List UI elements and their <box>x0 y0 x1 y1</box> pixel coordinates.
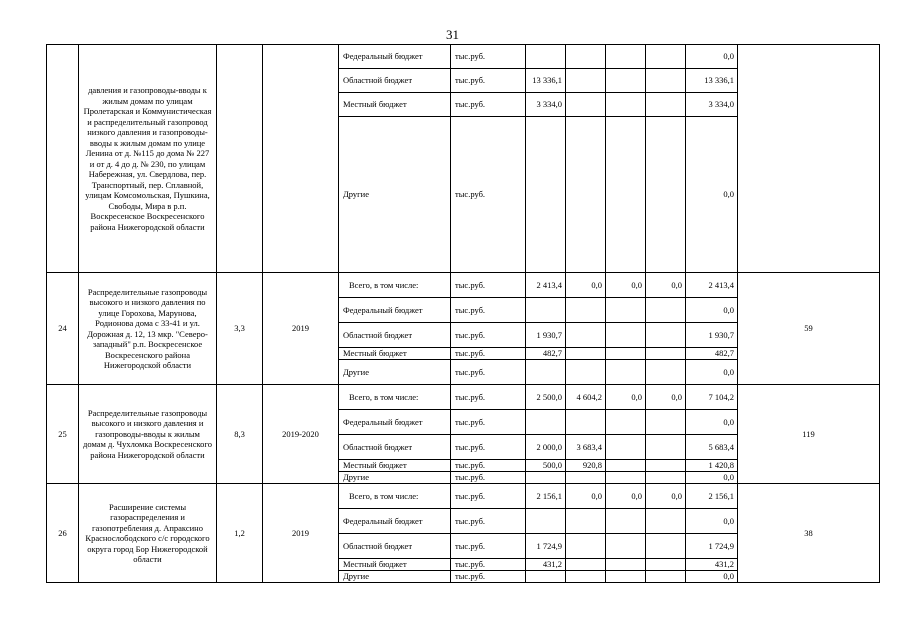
year-value <box>646 69 686 93</box>
object-name: Расширение системы газораспределения и газопотребления д. Апраксино Краснослободского с/с городского округа город Бор Нижегородской области <box>79 484 217 583</box>
year-value <box>646 298 686 323</box>
year-value: 0,0 <box>566 273 606 298</box>
total-value: 0,0 <box>686 571 738 583</box>
year-value <box>646 45 686 69</box>
year-value <box>646 93 686 117</box>
year-value: 0,0 <box>646 273 686 298</box>
length-value: 3,3 <box>217 273 263 385</box>
year-value <box>646 559 686 571</box>
total-value: 2 413,4 <box>686 273 738 298</box>
year-value <box>566 410 606 435</box>
year-value <box>646 509 686 534</box>
year-value <box>566 69 606 93</box>
year-value <box>606 571 646 583</box>
last-value: 59 <box>738 273 880 385</box>
total-value: 5 683,4 <box>686 435 738 460</box>
unit-label: тыс.руб. <box>451 460 526 472</box>
total-value: 0,0 <box>686 117 738 273</box>
year-value: 2 156,1 <box>526 484 566 509</box>
unit-label: тыс.руб. <box>451 484 526 509</box>
year-value <box>566 298 606 323</box>
unit-label: тыс.руб. <box>451 559 526 571</box>
unit-label: тыс.руб. <box>451 69 526 93</box>
unit-label: тыс.руб. <box>451 534 526 559</box>
row-number <box>47 45 79 273</box>
length-value: 8,3 <box>217 385 263 484</box>
funding-source: Федеральный бюджет <box>339 410 451 435</box>
year-value <box>646 534 686 559</box>
budget-table <box>46 44 880 583</box>
year-value <box>566 45 606 69</box>
funding-source: Другие <box>339 472 451 484</box>
row-number: 26 <box>47 484 79 583</box>
year-value <box>606 435 646 460</box>
unit-label: тыс.руб. <box>451 410 526 435</box>
length-value: 1,2 <box>217 484 263 583</box>
funding-source: Областной бюджет <box>339 534 451 559</box>
unit-label: тыс.руб. <box>451 385 526 410</box>
funding-source: Местный бюджет <box>339 348 451 360</box>
year-value: 3 334,0 <box>526 93 566 117</box>
year-value <box>606 117 646 273</box>
year-value <box>646 360 686 385</box>
year-value <box>566 117 606 273</box>
year-value: 0,0 <box>606 484 646 509</box>
funding-source: Областной бюджет <box>339 69 451 93</box>
year-value <box>566 571 606 583</box>
year-value <box>646 460 686 472</box>
year-value: 13 336,1 <box>526 69 566 93</box>
funding-source: Всего, в том числе: <box>339 385 451 410</box>
funding-source: Федеральный бюджет <box>339 509 451 534</box>
year-value <box>646 348 686 360</box>
year-value <box>566 93 606 117</box>
unit-label: тыс.руб. <box>451 45 526 69</box>
unit-label: тыс.руб. <box>451 273 526 298</box>
total-value: 0,0 <box>686 509 738 534</box>
page-number: 31 <box>446 27 459 42</box>
total-value: 0,0 <box>686 360 738 385</box>
year-value <box>606 460 646 472</box>
unit-label: тыс.руб. <box>451 472 526 484</box>
year-value: 482,7 <box>526 348 566 360</box>
unit-label: тыс.руб. <box>451 571 526 583</box>
funding-source: Местный бюджет <box>339 460 451 472</box>
years-value: 2019-2020 <box>263 385 339 484</box>
year-value: 0,0 <box>646 484 686 509</box>
years-value: 2019 <box>263 484 339 583</box>
year-value <box>606 472 646 484</box>
year-value <box>606 348 646 360</box>
total-value: 1 930,7 <box>686 323 738 348</box>
year-value <box>566 534 606 559</box>
year-value: 1 930,7 <box>526 323 566 348</box>
year-value <box>566 559 606 571</box>
table-row <box>47 484 880 509</box>
year-value <box>566 323 606 348</box>
unit-label: тыс.руб. <box>451 298 526 323</box>
total-value: 2 156,1 <box>686 484 738 509</box>
length-value <box>217 45 263 273</box>
unit-label: тыс.руб. <box>451 117 526 273</box>
year-value <box>646 323 686 348</box>
year-value <box>526 360 566 385</box>
year-value <box>566 348 606 360</box>
year-value <box>606 534 646 559</box>
year-value <box>566 360 606 385</box>
year-value <box>606 69 646 93</box>
year-value <box>526 117 566 273</box>
year-value <box>646 410 686 435</box>
year-value <box>606 509 646 534</box>
year-value <box>526 472 566 484</box>
object-name: Распределительные газопроводы высокого и низкого давления и газопроводы-вводы к жилым домам д. Чухломка Воскресенского района Нижегородской области <box>79 385 217 484</box>
year-value <box>526 509 566 534</box>
unit-label: тыс.руб. <box>451 323 526 348</box>
year-value: 2 500,0 <box>526 385 566 410</box>
funding-source: Федеральный бюджет <box>339 298 451 323</box>
years-value <box>263 45 339 273</box>
year-value <box>606 45 646 69</box>
year-value <box>566 509 606 534</box>
funding-source: Всего, в том числе: <box>339 273 451 298</box>
year-value: 4 604,2 <box>566 385 606 410</box>
funding-source: Другие <box>339 117 451 273</box>
year-value: 920,8 <box>566 460 606 472</box>
funding-source: Всего, в том числе: <box>339 484 451 509</box>
year-value <box>526 298 566 323</box>
year-value: 0,0 <box>566 484 606 509</box>
funding-source: Областной бюджет <box>339 323 451 348</box>
total-value: 482,7 <box>686 348 738 360</box>
total-value: 0,0 <box>686 45 738 69</box>
year-value: 3 683,4 <box>566 435 606 460</box>
last-value: 38 <box>738 484 880 583</box>
unit-label: тыс.руб. <box>451 93 526 117</box>
years-value: 2019 <box>263 273 339 385</box>
year-value: 0,0 <box>646 385 686 410</box>
year-value <box>526 410 566 435</box>
year-value: 0,0 <box>606 385 646 410</box>
total-value: 0,0 <box>686 298 738 323</box>
year-value <box>606 93 646 117</box>
unit-label: тыс.руб. <box>451 360 526 385</box>
year-value: 0,0 <box>606 273 646 298</box>
year-value <box>646 117 686 273</box>
year-value <box>526 45 566 69</box>
year-value: 2 000,0 <box>526 435 566 460</box>
unit-label: тыс.руб. <box>451 509 526 534</box>
total-value: 1 724,9 <box>686 534 738 559</box>
total-value: 431,2 <box>686 559 738 571</box>
year-value <box>606 298 646 323</box>
table-row <box>47 385 880 410</box>
total-value: 13 336,1 <box>686 69 738 93</box>
funding-source: Местный бюджет <box>339 559 451 571</box>
year-value <box>606 323 646 348</box>
year-value: 1 724,9 <box>526 534 566 559</box>
year-value <box>566 472 606 484</box>
funding-source: Федеральный бюджет <box>339 45 451 69</box>
row-number: 24 <box>47 273 79 385</box>
year-value <box>606 410 646 435</box>
year-value <box>646 571 686 583</box>
object-name: давления и газопроводы-вводы к жилым домам по улицам Пролетарская и Коммунистическая и распределительный газопровод низкого давления и газопроводы-вводы к жилым домам по улице Ленина от д. №115 до дома № 227 и от д. 4 до д. № 230, по улицам Набережная, ул. Свердлова, пер. Транспортный, пер. Сплавной, улицам Комсомольская, Пушкина, Свободы, Мира в р.п. Воскресенское Воскресенского района Нижегородской области <box>79 45 217 273</box>
year-value: 500,0 <box>526 460 566 472</box>
funding-source: Местный бюджет <box>339 93 451 117</box>
table-row <box>47 45 880 69</box>
table-row <box>47 273 880 298</box>
unit-label: тыс.руб. <box>451 435 526 460</box>
year-value <box>606 559 646 571</box>
total-value: 3 334,0 <box>686 93 738 117</box>
total-value: 1 420,8 <box>686 460 738 472</box>
last-value <box>738 45 880 273</box>
year-value <box>646 435 686 460</box>
funding-source: Областной бюджет <box>339 435 451 460</box>
year-value <box>606 360 646 385</box>
row-number: 25 <box>47 385 79 484</box>
year-value <box>646 472 686 484</box>
year-value <box>526 571 566 583</box>
total-value: 0,0 <box>686 410 738 435</box>
total-value: 0,0 <box>686 472 738 484</box>
unit-label: тыс.руб. <box>451 348 526 360</box>
year-value: 2 413,4 <box>526 273 566 298</box>
funding-source: Другие <box>339 571 451 583</box>
year-value: 431,2 <box>526 559 566 571</box>
total-value: 7 104,2 <box>686 385 738 410</box>
object-name: Распределительные газопроводы высокого и низкого давления по улице Горохова, Марунова, Родионова дома с 33-41 и ул. Дорожная д. 12, 13 мкр. "Северо-западный" р.п. Воскресенское Воскресенского района Нижегородской области <box>79 273 217 385</box>
funding-source: Другие <box>339 360 451 385</box>
last-value: 119 <box>738 385 880 484</box>
